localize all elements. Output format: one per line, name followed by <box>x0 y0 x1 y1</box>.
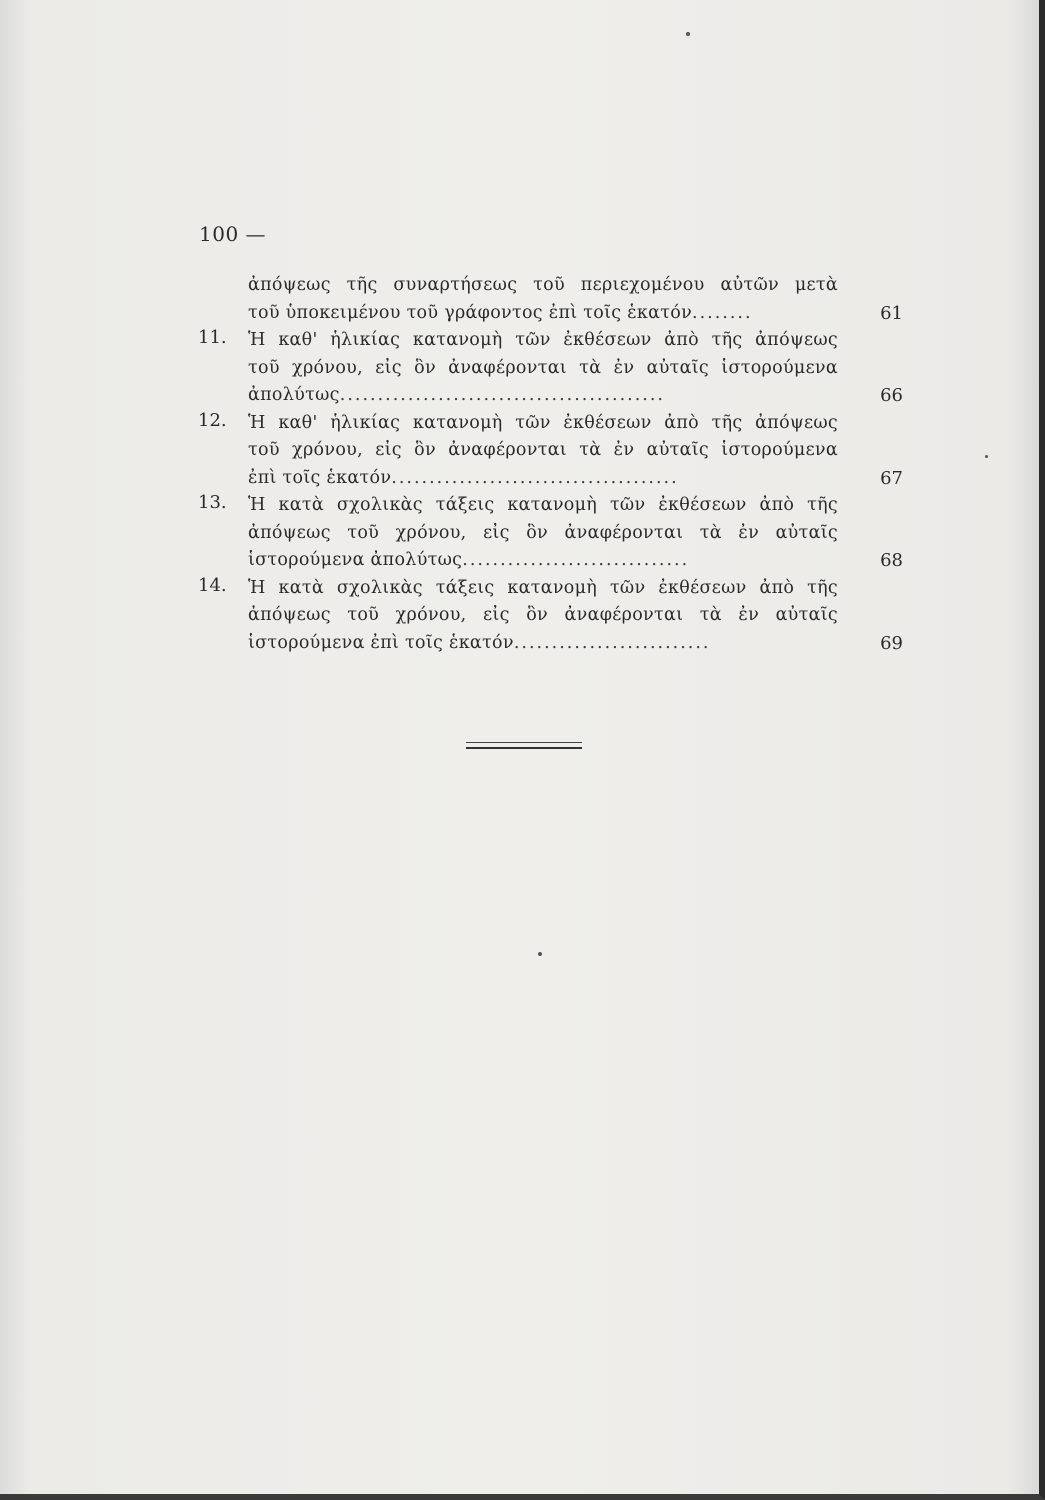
entry-text-line <box>248 382 838 410</box>
entry-text-line <box>248 327 838 355</box>
table-of-contents <box>198 272 903 657</box>
dot-leader: ........................................... <box>339 385 665 405</box>
paper-speck <box>686 32 690 36</box>
entry-text-line <box>248 272 838 300</box>
entry-text-line <box>248 547 838 575</box>
entry-text-line <box>248 492 838 520</box>
entry-text-line <box>248 630 838 658</box>
entry-number: 13. <box>198 492 227 513</box>
entry-text-line <box>248 355 838 383</box>
entry-text: Ἡ καθ' ἡλικίας κατανομὴ τῶν ἐκθέσεων ἀπὸ τῆς ἀπόψεως <box>248 330 838 350</box>
entry-text-line <box>248 465 838 493</box>
entry-text: ἀπολύτως <box>248 385 340 405</box>
entry-text: τοῦ ὑποκειμένου τοῦ γράφοντος ἐπὶ τοῖς ἑκατόν <box>248 302 693 323</box>
page-number: 67 <box>880 467 903 489</box>
entry-text-line <box>248 437 838 465</box>
entry-number: 14. <box>198 574 227 596</box>
entry-text: τοῦ χρόνου, εἰς ὃν ἀναφέρονται τὰ ἐν αὐταῖς ἱστορούμενα <box>248 440 838 460</box>
entry-text: ἀπόψεως τῆς συναρτήσεως τοῦ περιεχομένου αὐτῶν μετὰ <box>248 275 838 295</box>
entry-text-line <box>248 602 838 630</box>
entry-text: ἀπόψεως τοῦ χρόνου, εἰς ὃν ἀναφέρονται τὰ ἐν αὐταῖς <box>248 605 838 625</box>
entry-text: Ἡ καθ' ἡλικίας κατανομὴ τῶν ἐκθέσεων ἀπὸ τῆς ἀπόψεως <box>248 412 838 433</box>
page-number: 66 <box>880 385 903 406</box>
page-number: 61 <box>880 302 903 324</box>
entry-text: ἱστορούμενα ἐπὶ τοῖς ἑκατόν <box>248 632 514 653</box>
page-number: 68 <box>880 550 903 571</box>
dot-leader: ...................................... <box>391 467 679 488</box>
toc-entry <box>198 327 903 410</box>
running-head: 100 — <box>199 222 267 246</box>
entry-number: 12. <box>198 409 227 431</box>
closing-rule <box>466 742 582 749</box>
entry-text-line <box>248 410 838 438</box>
dot-leader: .......................... <box>513 632 711 653</box>
entry-text-line <box>248 520 838 548</box>
entry-text: Ἡ κατὰ σχολικὰς τάξεις κατανομὴ τῶν ἐκθέσεων ἀπὸ τῆς <box>248 577 838 598</box>
entry-number: 11. <box>198 327 227 348</box>
entry-text: ἐπὶ τοῖς ἑκατόν <box>248 467 392 488</box>
toc-entry <box>198 492 903 575</box>
paper-speck <box>985 455 988 458</box>
entry-text: Ἡ κατὰ σχολικὰς τάξεις κατανομὴ τῶν ἐκθέσεων ἀπὸ τῆς <box>248 495 838 515</box>
entry-text-line <box>248 300 838 328</box>
page-number: 69 <box>880 632 903 654</box>
toc-entry <box>198 410 903 493</box>
entry-text: ἱστορούμενα ἀπολύτως <box>248 550 463 570</box>
toc-entry <box>198 272 903 327</box>
entry-text: τοῦ χρόνου, εἰς ὃν ἀναφέρονται τὰ ἐν αὐταῖς ἱστορούμενα <box>248 357 838 378</box>
paper-speck <box>538 952 542 956</box>
entry-text: ἀπόψεως τοῦ χρόνου, εἰς ὃν ἀναφέρονται τὰ ἐν αὐταῖς <box>248 522 838 543</box>
dot-leader: .............................. <box>462 550 690 570</box>
entry-text-line <box>248 575 838 603</box>
dot-leader: ........ <box>692 302 753 323</box>
toc-entry <box>198 575 903 658</box>
